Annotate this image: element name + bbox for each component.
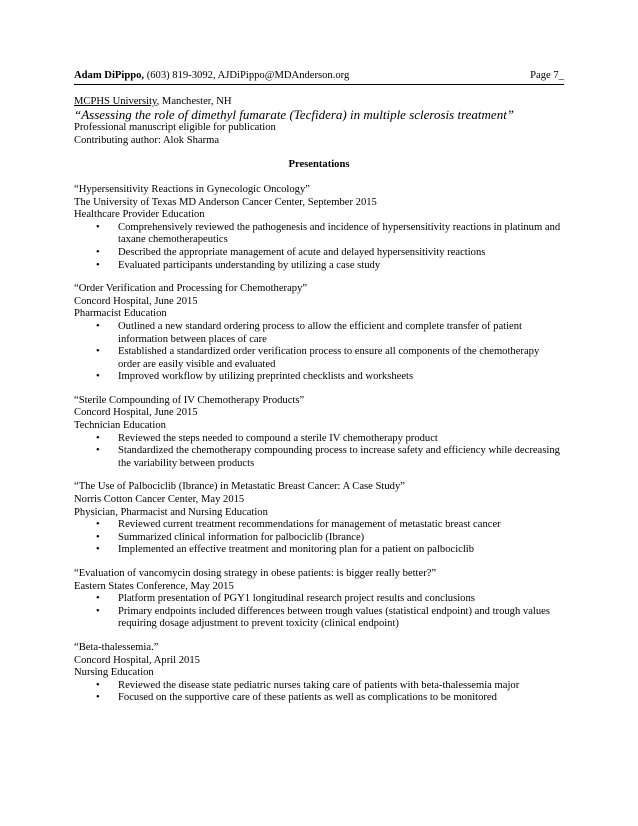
bullet-item: • Evaluated participants understanding by utilizing a case study bbox=[74, 260, 564, 273]
bullet-item: • Platform presentation of PGY1 longitudinal research project results and conclusions bbox=[74, 593, 564, 606]
presentation-entry bbox=[74, 568, 564, 631]
section-title-presentations: Presentations bbox=[288, 159, 350, 171]
presentation-bullets bbox=[74, 222, 564, 272]
presentation-audience: Pharmacist Education bbox=[74, 308, 167, 320]
presentation-bullets bbox=[74, 433, 564, 471]
presentation-audience: Healthcare Provider Education bbox=[74, 209, 205, 221]
presentation-title: “Evaluation of vancomycin dosing strategy in obese patients: is bigger really better?” bbox=[74, 568, 437, 579]
publication-title: “Assessing the role of dimethyl fumarate (Tecfidera) in multiple sclerosis treatment” bbox=[74, 107, 515, 123]
publication-entry bbox=[74, 96, 564, 148]
presentation-entry bbox=[74, 481, 564, 557]
presentation-bullets bbox=[74, 593, 564, 631]
presentation-venue: Eastern States Conference, May 2015 bbox=[74, 580, 234, 592]
bullet-item: • Implemented an effective treatment and monitoring plan for a patient on palbociclib bbox=[74, 544, 564, 557]
header-name: Adam DiPippo, bbox=[74, 70, 145, 81]
header-contact: (603) 819-3092, AJDiPippo@MDAnderson.org bbox=[144, 70, 350, 81]
bullet-item: • Established a standardized order verification process to ensure all components of the chemotherapy order are easily visible and evaluated bbox=[74, 346, 564, 371]
presentation-entry bbox=[74, 283, 564, 384]
publication-location: , Manchester, NH bbox=[156, 95, 232, 107]
presentation-bullets bbox=[74, 519, 564, 557]
bullet-item: • Reviewed the disease state pediatric nurses taking care of patients with beta-thalessemia major bbox=[74, 680, 564, 693]
publication-role: Contributing author: Alok Sharma bbox=[74, 134, 220, 146]
presentation-title: “Beta-thalessemia.” bbox=[74, 641, 159, 653]
presentation-venue: Norris Cotton Cancer Center, May 2015 bbox=[74, 494, 245, 506]
presentation-entry bbox=[74, 395, 564, 471]
presentation-bullets bbox=[74, 680, 564, 705]
presentation-audience: Physician, Pharmacist and Nursing Education bbox=[74, 506, 268, 518]
publication-institution: MCPHS University bbox=[74, 95, 157, 107]
header-contact-line bbox=[74, 70, 349, 83]
presentation-bullets bbox=[74, 321, 564, 384]
publication-status: Professional manuscript eligible for publication bbox=[74, 122, 276, 134]
presentations-list bbox=[74, 184, 564, 705]
bullet-item: • Focused on the supportive care of these patients as well as complications to be monitored bbox=[74, 692, 564, 705]
bullet-item: • Improved workflow by utilizing preprinted checklists and worksheets bbox=[74, 371, 564, 384]
bullet-item: • Standardized the chemotherapy compounding process to increase safety and efficiency while decreasing the variability between products bbox=[74, 445, 564, 470]
bullet-item: • Summarized clinical information for palbociclib (Ibrance) bbox=[74, 532, 564, 545]
presentation-entry bbox=[74, 184, 564, 272]
presentation-entry bbox=[74, 642, 564, 705]
bullet-item: • Comprehensively reviewed the pathogenesis and incidence of hypersensitivity reactions in platinum and taxane chemotherapeutics bbox=[74, 222, 564, 247]
bullet-item: • Described the appropriate management of acute and delayed hypersensitivity reactions bbox=[74, 247, 564, 260]
presentation-audience: Technician Education bbox=[74, 420, 166, 432]
presentation-title: “The Use of Palbociclib (Ibrance) in Metastatic Breast Cancer: A Case Study” bbox=[74, 481, 405, 493]
presentation-venue: Concord Hospital, April 2015 bbox=[74, 654, 200, 666]
presentation-title: “Sterile Compounding of IV Chemotherapy Products” bbox=[74, 394, 305, 406]
presentation-venue: The University of Texas MD Anderson Cancer Center, September 2015 bbox=[74, 196, 377, 208]
bullet-item: • Reviewed the steps needed to compound a sterile IV chemotherapy product bbox=[74, 433, 564, 446]
bullet-item: • Reviewed current treatment recommendations for management of metastatic breast cancer bbox=[74, 519, 564, 532]
header-page-number: Page 7_ bbox=[530, 70, 564, 81]
presentation-audience: Nursing Education bbox=[74, 667, 154, 679]
presentation-title: “Order Verification and Processing for Chemotherapy” bbox=[74, 283, 308, 295]
resume-page bbox=[74, 70, 564, 716]
presentation-venue: Concord Hospital, June 2015 bbox=[74, 407, 198, 419]
presentation-title: “Hypersensitivity Reactions in Gynecologic Oncology” bbox=[74, 183, 310, 195]
page-header bbox=[74, 70, 564, 85]
bullet-item: • Primary endpoints included differences between trough values (statistical endpoint) and trough values requiring dosage adjustment to prevent toxicity (clinical endpoint) bbox=[74, 606, 564, 631]
bullet-item: • Outlined a new standard ordering process to allow the efficient and complete transfer of patient information between places of care bbox=[74, 321, 564, 346]
presentation-venue: Concord Hospital, June 2015 bbox=[74, 295, 198, 307]
